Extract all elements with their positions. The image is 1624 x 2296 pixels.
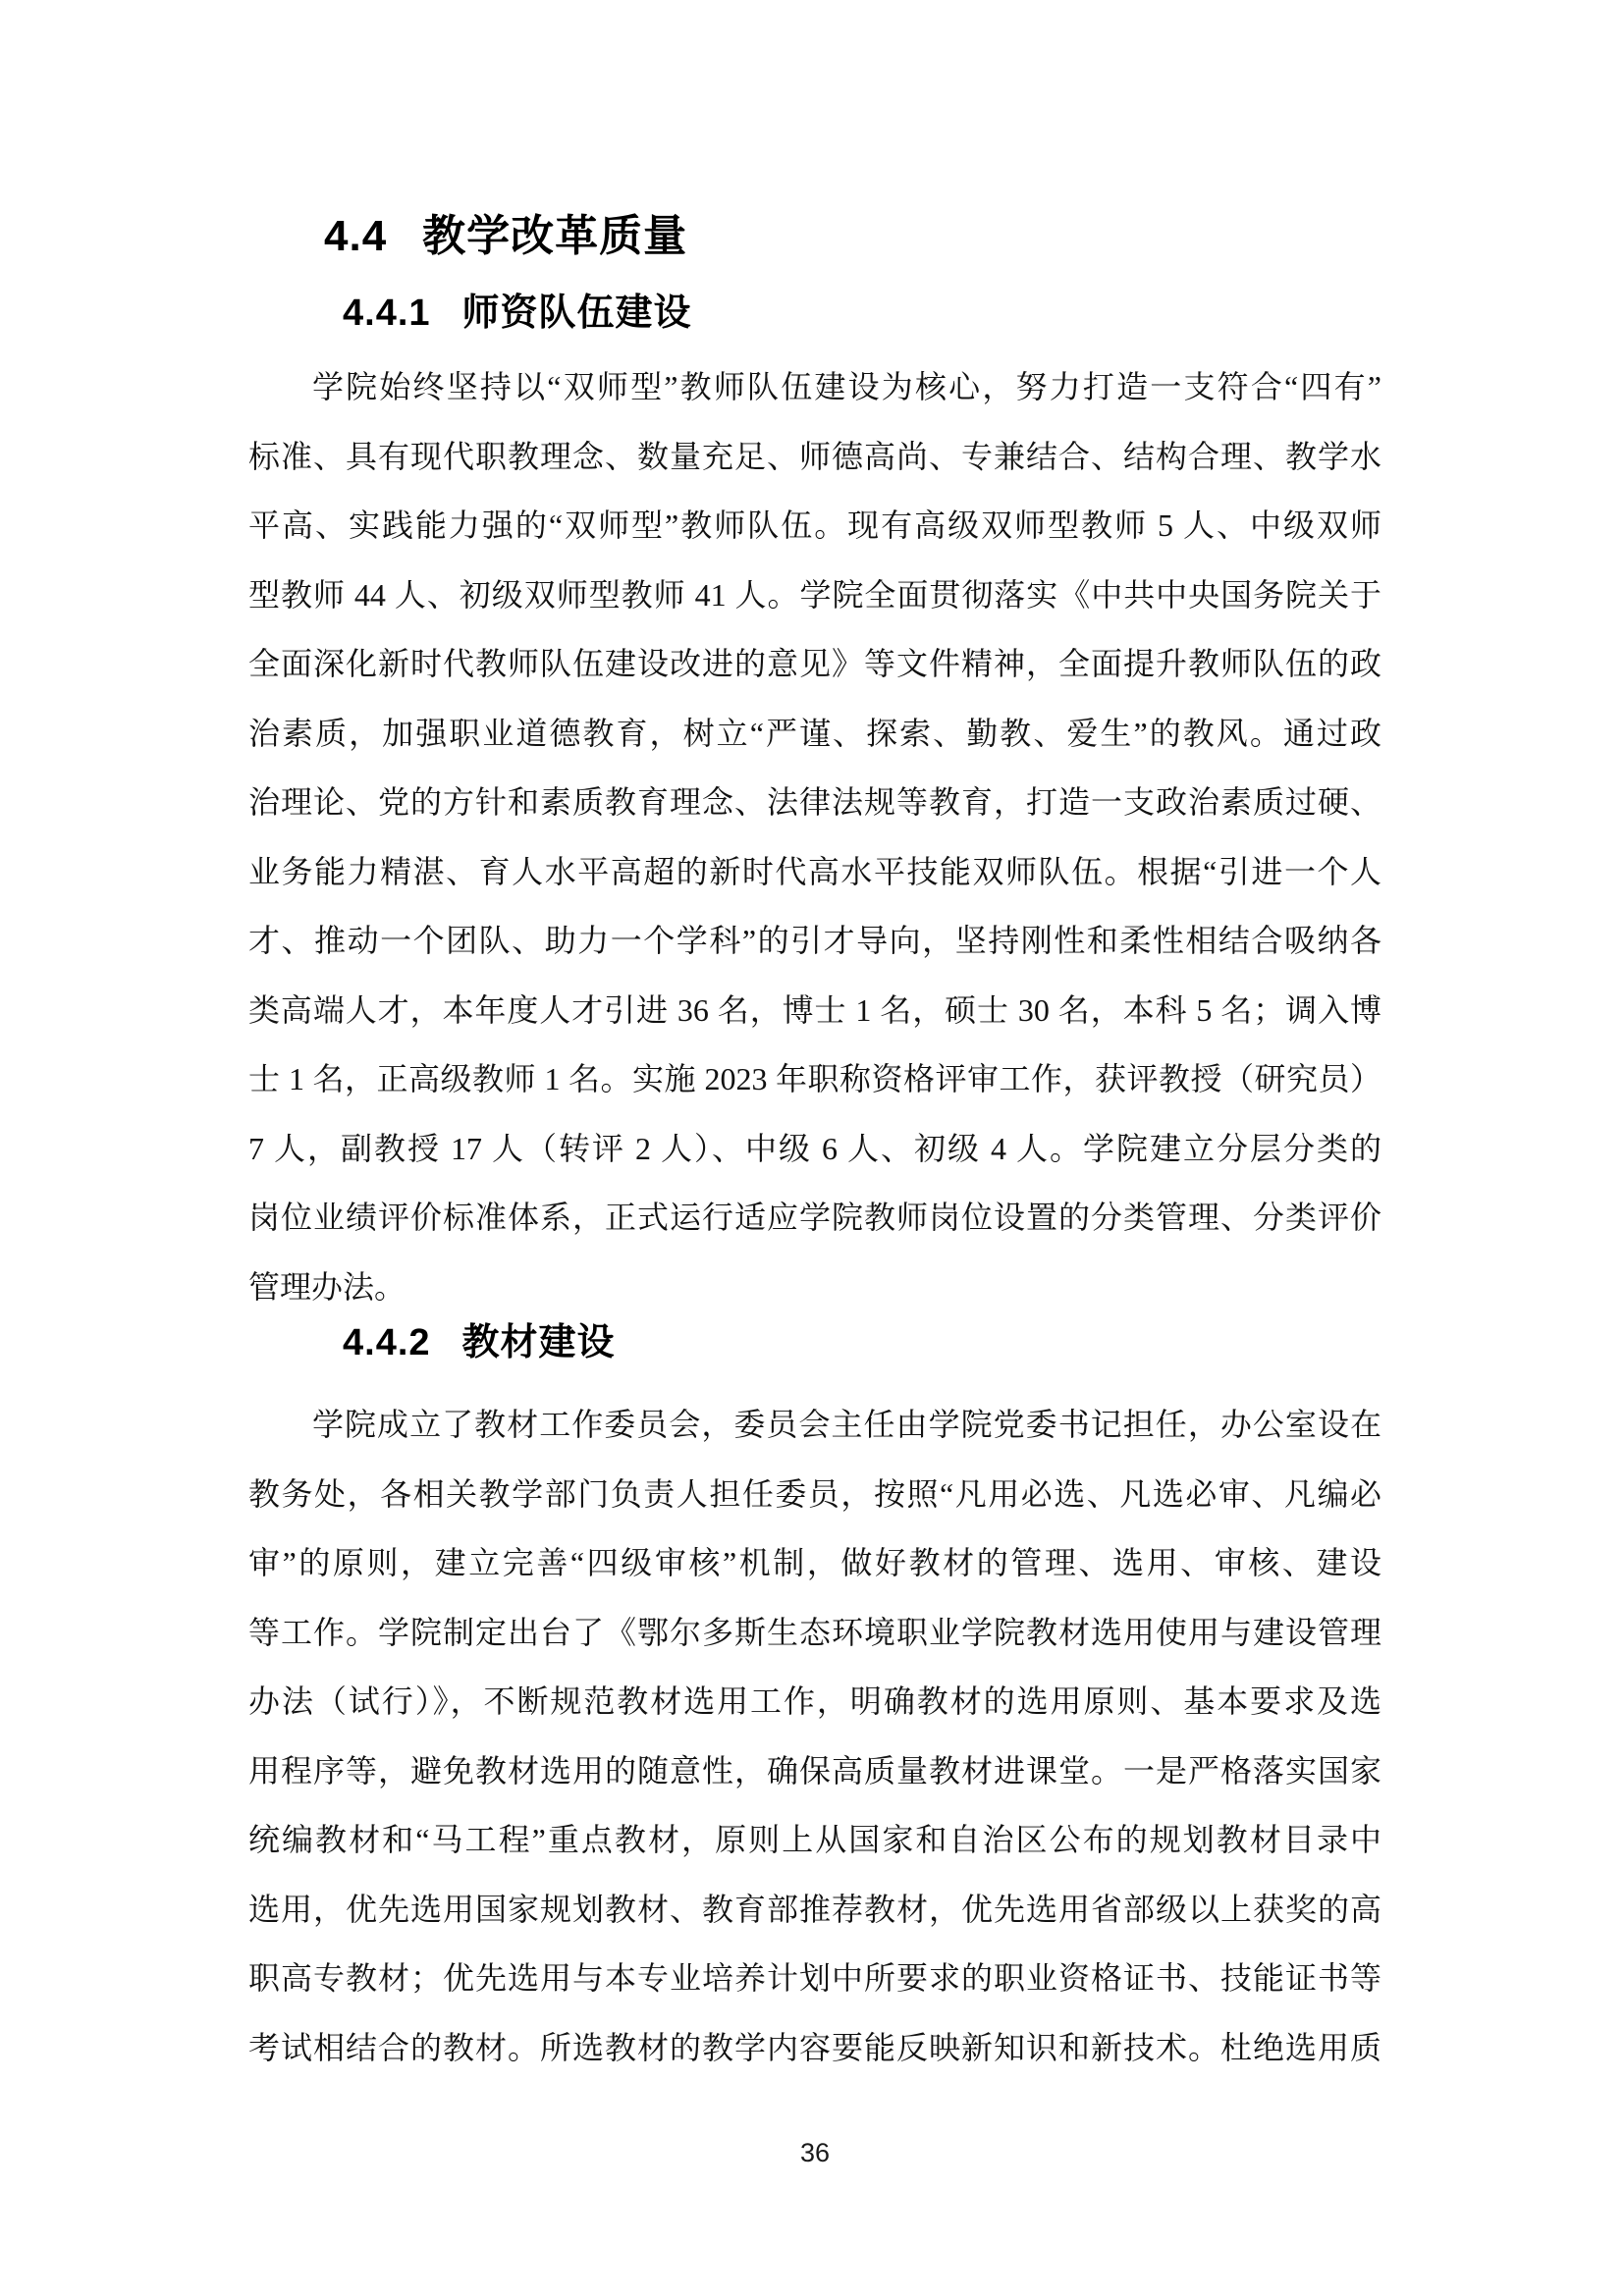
- text-line: 型教师 44 人、初级双师型教师 41 人。学院全面贯彻落实《中共中央国务院关于: [248, 576, 1381, 613]
- heading-title: 师资队伍建设: [461, 293, 692, 334]
- text-line: 选用，优先选用国家规划教材、教育部推荐教材，优先选用省部级以上获奖的高: [248, 1891, 1381, 1927]
- text-line: 平高、实践能力强的“双师型”教师队伍。现有高级双师型教师 5 人、中级双师: [248, 507, 1381, 543]
- text-line: 7 人，副教授 17 人（转评 2 人）、中级 6 人、初级 4 人。学院建立分层分类的: [248, 1130, 1381, 1166]
- text-line: 管理办法。: [248, 1268, 406, 1305]
- paragraph: [248, 352, 1381, 1321]
- text-line: 治理论、党的方针和素质教育理念、法律法规等教育，打造一支政治素质过硬、: [248, 784, 1381, 820]
- paragraph: [248, 1390, 1381, 2082]
- text-line: 教务处，各相关教学部门负责人担任委员，按照“凡用必选、凡选必审、凡编必: [248, 1475, 1381, 1512]
- text-line: 类高端人才，本年度人才引进 36 名，博士 1 名，硕士 30 名，本科 5 名；调入博: [248, 991, 1381, 1028]
- text-line: 才、推动一个团队、助力一个学科”的引才导向，坚持刚性和柔性相结合吸纳各: [248, 923, 1381, 958]
- text-line: 职高专教材；优先选用与本专业培养计划中所要求的职业资格证书、技能证书等: [248, 1960, 1381, 1996]
- heading-number: 4.4.1: [343, 293, 431, 334]
- text-line: 治素质，加强职业道德教育，树立“严谨、探索、勤教、爱生”的教风。通过政: [248, 715, 1381, 751]
- subsection-heading: [343, 1323, 1381, 1362]
- text-line: 标准、具有现代职教理念、数量充足、师德高尚、专兼结合、结构合理、教学水: [248, 438, 1381, 474]
- text-line: 全面深化新时代教师队伍建设改进的意见》等文件精神，全面提升教师队伍的政: [248, 646, 1381, 681]
- text-line: 统编教材和“马工程”重点教材，原则上从国家和自治区公布的规划教材目录中: [248, 1822, 1381, 1857]
- page-number: 36: [799, 2138, 831, 2167]
- subsection-heading: [343, 294, 1381, 333]
- text-line: 用程序等，避免教材选用的随意性，确保高质量教材进课堂。一是严格落实国家: [248, 1752, 1381, 1789]
- heading-number: 4.4: [324, 212, 388, 260]
- text-line: 岗位业绩评价标准体系，正式运行适应学院教师岗位设置的分类管理、分类评价: [248, 1200, 1381, 1235]
- text-line: 士 1 名，正高级教师 1 名。实施 2023 年职称资格评审工作，获评教授（研究员）: [248, 1061, 1381, 1096]
- heading-number: 4.4.2: [343, 1322, 431, 1363]
- text-line: 办法（试行）》，不断规范教材选用工作，明确教材的选用原则、基本要求及选: [248, 1683, 1381, 1719]
- heading-title: 教学改革质量: [422, 212, 688, 260]
- text-line: 考试相结合的教材。所选教材的教学内容要能反映新知识和新技术。杜绝选用质: [248, 2029, 1381, 2065]
- document-body: [248, 0, 1381, 2082]
- text-line: 业务能力精湛、育人水平高超的新时代高水平技能双师队伍。根据“引进一个人: [248, 853, 1381, 889]
- section-heading: [324, 214, 1381, 259]
- text-line: 学院始终坚持以“双师型”教师队伍建设为核心，努力打造一支符合“四有”: [312, 369, 1381, 404]
- text-line: 学院成立了教材工作委员会，委员会主任由学院党委书记担任，办公室设在: [312, 1407, 1381, 1442]
- text-line: 审”的原则，建立完善“四级审核”机制，做好教材的管理、选用、审核、建设: [248, 1545, 1381, 1580]
- text-line: 等工作。学院制定出台了《鄂尔多斯生态环境职业学院教材选用使用与建设管理: [248, 1614, 1381, 1650]
- heading-title: 教材建设: [461, 1322, 616, 1363]
